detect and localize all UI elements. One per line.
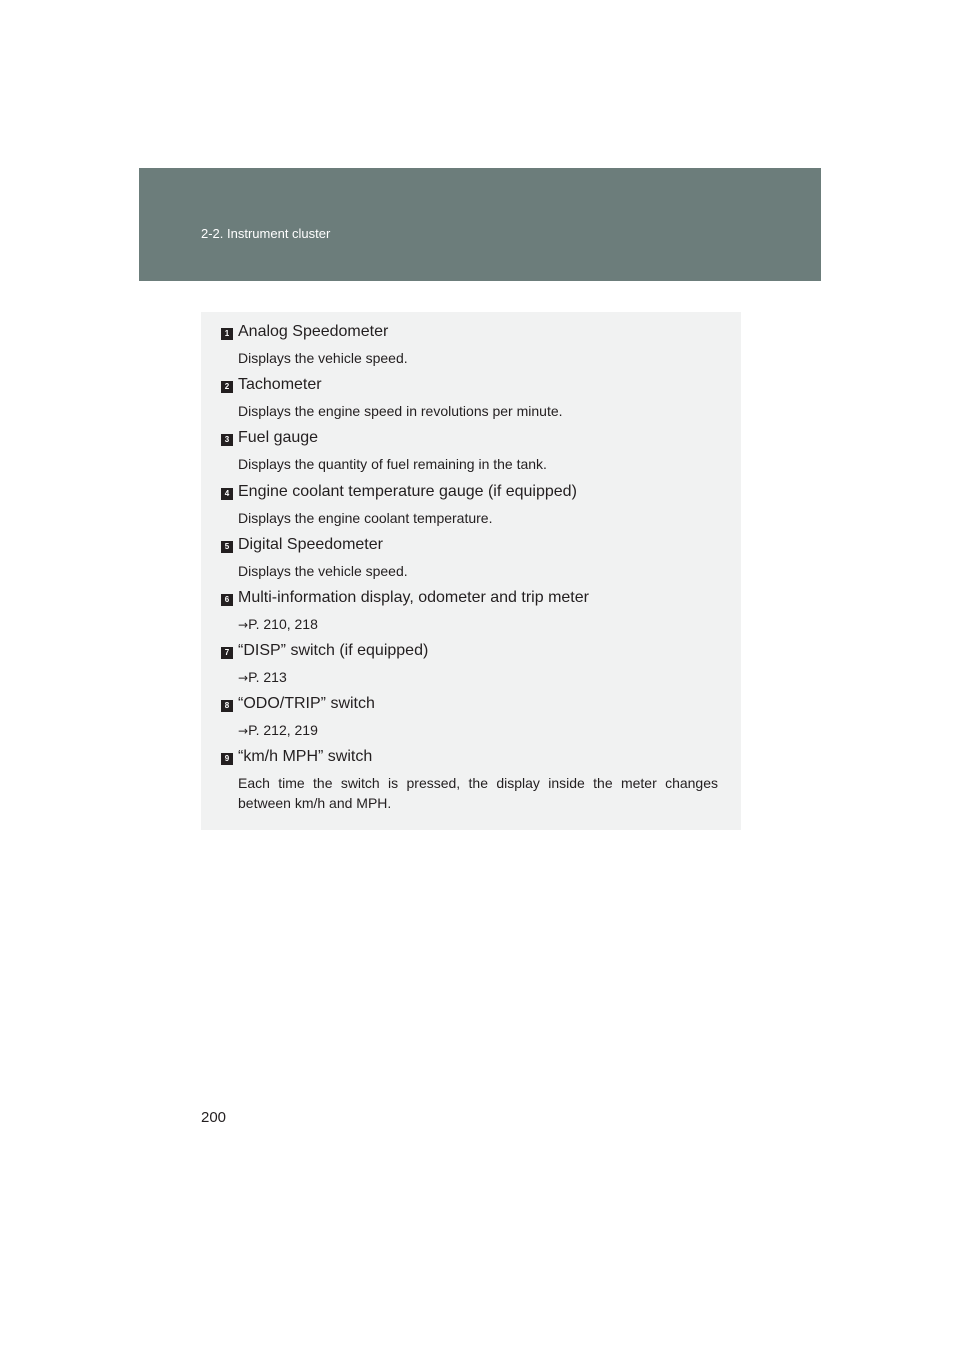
item-number-badge: 6 (221, 594, 233, 606)
item-title: Analog Speedometer (238, 323, 389, 340)
page-number: 200 (201, 1109, 227, 1126)
item-number-badge: 7 (221, 647, 233, 659)
page-reference-text: P. 210, 218 (248, 616, 318, 632)
item-number-badge: 1 (221, 328, 233, 340)
item-description: Displays the quantity of fuel remaining in the tank. (238, 456, 547, 472)
item-title: Fuel gauge (238, 429, 319, 446)
arrow-right-icon: → (238, 618, 249, 632)
item-number-badge: 3 (221, 434, 233, 446)
item-number-badge: 4 (221, 488, 233, 500)
item-reference[interactable] (238, 667, 287, 688)
item-description: Displays the vehicle speed. (238, 350, 408, 366)
page-reference-text: P. 213 (248, 669, 287, 685)
item-description: Displays the vehicle speed. (238, 563, 408, 579)
item-reference[interactable] (238, 720, 318, 741)
item-title: Engine coolant temperature gauge (if equipped) (238, 483, 577, 500)
arrow-right-icon: → (238, 671, 249, 685)
item-reference[interactable] (238, 614, 318, 635)
legend-panel (201, 312, 741, 830)
item-number-badge: 2 (221, 381, 233, 393)
item-title: “DISP” switch (if equipped) (238, 642, 429, 659)
item-description: Displays the engine coolant temperature. (238, 510, 493, 526)
item-number-badge: 9 (221, 753, 233, 765)
page-reference-text: P. 212, 219 (248, 722, 318, 738)
arrow-right-icon: → (238, 724, 249, 738)
item-number-badge: 8 (221, 700, 233, 712)
item-title: “ODO/TRIP” switch (238, 695, 375, 712)
item-description: Each time the switch is pressed, the display inside the meter changes between km/h and MPH. (238, 775, 718, 811)
item-description: Displays the engine speed in revolutions per minute. (238, 403, 563, 419)
item-number-badge: 5 (221, 541, 233, 553)
item-title: “km/h MPH” switch (238, 748, 373, 765)
item-title: Digital Speedometer (238, 536, 383, 553)
section-title: 2-2. Instrument cluster (201, 226, 331, 241)
item-title: Tachometer (238, 376, 322, 393)
header-band (139, 168, 821, 281)
item-title: Multi-information display, odometer and trip meter (238, 589, 589, 606)
